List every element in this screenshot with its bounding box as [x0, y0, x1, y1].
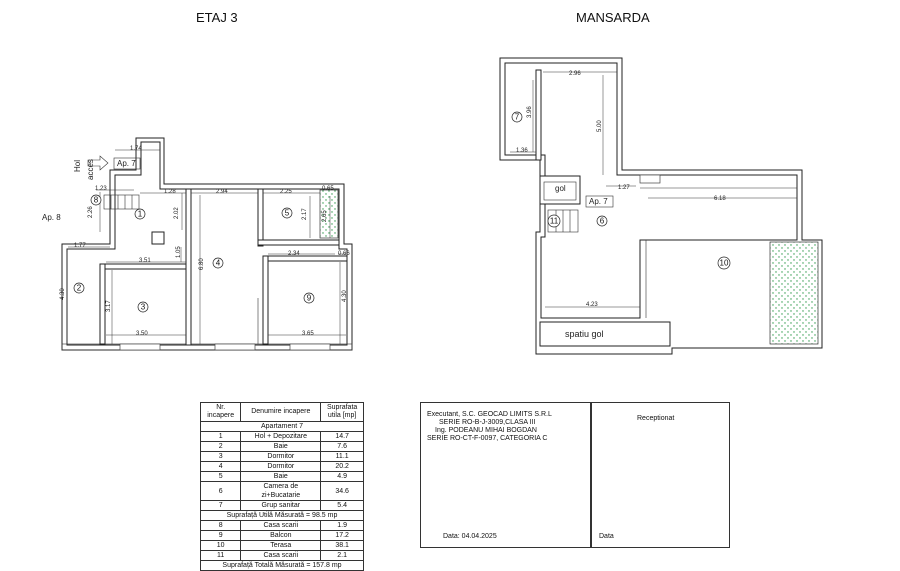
table-row: 4 Dormitor 20.2 [201, 462, 364, 472]
svg-text:6: 6 [599, 216, 605, 226]
room-marker-2 [74, 283, 84, 293]
room-marker-1 [135, 209, 145, 219]
table-row: 10 Terasa 38.1 [201, 541, 364, 551]
dim-label: 1.27 [618, 185, 630, 191]
floor-title: ETAJ 3 [196, 10, 238, 25]
dim-label: 5.00 [597, 120, 603, 132]
svg-text:5: 5 [284, 208, 290, 218]
apartment-row: Apartament 7 [201, 422, 364, 432]
receipt-date: Data [599, 533, 614, 540]
room-marker-4 [213, 258, 223, 268]
dim-label: 2.34 [288, 251, 300, 257]
dim-label: 3.51 [139, 258, 151, 264]
useful-total-row: Suprafață Utilă Măsurată = 98.5 mp [201, 511, 364, 521]
acces-label: acces [86, 159, 95, 180]
dim-label: 4.23 [586, 302, 598, 308]
table-row: 3 Dormitor 11.1 [201, 452, 364, 462]
area-table [200, 402, 364, 571]
header-name: Denumire incapere [241, 403, 321, 422]
grand-total-row: Suprafață Totală Măsurată = 157.8 mp [201, 561, 364, 571]
dim-label: 6.80 [199, 258, 205, 270]
hol-label: Hol [73, 159, 82, 172]
ap7-label: Ap. 7 [117, 159, 136, 168]
executant-line: SERIE RO-CT-F-0097, CATEGORIA C [427, 435, 548, 442]
table-row: 2 Baie 7.6 [201, 442, 364, 452]
floor-plan-mansarda [500, 58, 822, 354]
table-row: 11 Casa scarii 2.1 [201, 551, 364, 561]
svg-text:2: 2 [76, 283, 82, 293]
executant-line: Ing. PODEANU MIHAI BOGDAN [435, 427, 537, 434]
table-row: 8 Casa scarii 1.9 [201, 521, 364, 531]
executant-line: Executant, S.C. GEOCAD LIMITS S.R.L [427, 411, 552, 418]
svg-text:8: 8 [93, 195, 99, 205]
dim-label: 3.96 [527, 106, 533, 118]
dim-label: 1.28 [164, 189, 176, 195]
svg-text:9: 9 [306, 293, 312, 303]
dim-label: 1.74 [130, 146, 142, 152]
dim-label: 2.96 [569, 71, 581, 77]
svg-text:7: 7 [514, 112, 520, 122]
room-marker-11 [548, 215, 560, 227]
attic-ap7-label: Ap. 7 [589, 197, 608, 206]
dim-label: 2.25 [280, 189, 292, 195]
table-row: 6 Camera de zi+Bucatarie 34.6 [201, 482, 364, 501]
attic-title: MANSARDA [576, 10, 650, 25]
dim-label: 2.94 [216, 189, 228, 195]
receipt-box [590, 402, 730, 548]
dim-label: 2.65 [322, 210, 328, 222]
svg-text:3: 3 [140, 302, 146, 312]
executant-date: Data: 04.04.2025 [443, 533, 497, 540]
table-row: 5 Baie 4.9 [201, 472, 364, 482]
dim-label: 2.17 [302, 208, 308, 220]
room-marker-7 [512, 112, 522, 122]
dim-label: 1.23 [95, 186, 107, 192]
header-area: Suprafata utila [mp] [321, 403, 364, 422]
svg-text:4: 4 [215, 258, 221, 268]
room-marker-3 [138, 302, 148, 312]
room-marker-6 [597, 216, 607, 226]
room-marker-8 [91, 195, 101, 205]
svg-text:10: 10 [719, 258, 729, 268]
spatiu-gol-label: spatiu gol [565, 329, 604, 339]
dim-label: 0.66 [338, 251, 350, 257]
executant-box [420, 402, 592, 548]
dim-label: 4.30 [60, 288, 66, 300]
dim-label: 3.17 [106, 300, 112, 312]
receipt-title: Receptionat [637, 415, 675, 422]
dim-label: 4.30 [342, 290, 348, 302]
header-nr: Nr. incapere [201, 403, 241, 422]
dim-label: 2.26 [88, 206, 94, 218]
ap8-label: Ap. 8 [42, 213, 61, 222]
svg-text:11: 11 [549, 216, 559, 226]
table-row: 1 Hol + Depozitare 14.7 [201, 432, 364, 442]
svg-text:1: 1 [137, 209, 143, 219]
room-marker-5 [282, 208, 292, 218]
room-marker-10 [718, 257, 730, 269]
table-row: 9 Balcon 17.2 [201, 531, 364, 541]
dim-label: 1.77 [74, 243, 86, 249]
dim-label: 6.18 [714, 196, 726, 202]
room-marker-9 [304, 293, 314, 303]
gol-label: gol [555, 184, 566, 193]
executant-line: SERIE RO-B-J-3009,CLASA III [439, 419, 536, 426]
floor-plan-etaj3 [42, 138, 352, 350]
table-row: 7 Grup sanitar 5.4 [201, 501, 364, 511]
dim-label: 3.50 [136, 331, 148, 337]
table-header-row [201, 403, 364, 422]
dim-label: 2.02 [174, 207, 180, 219]
dim-label: 1.05 [176, 246, 182, 258]
dim-label: 1.36 [516, 148, 528, 154]
dim-label: 3.65 [302, 331, 314, 337]
dim-label: 0.65 [322, 186, 334, 192]
